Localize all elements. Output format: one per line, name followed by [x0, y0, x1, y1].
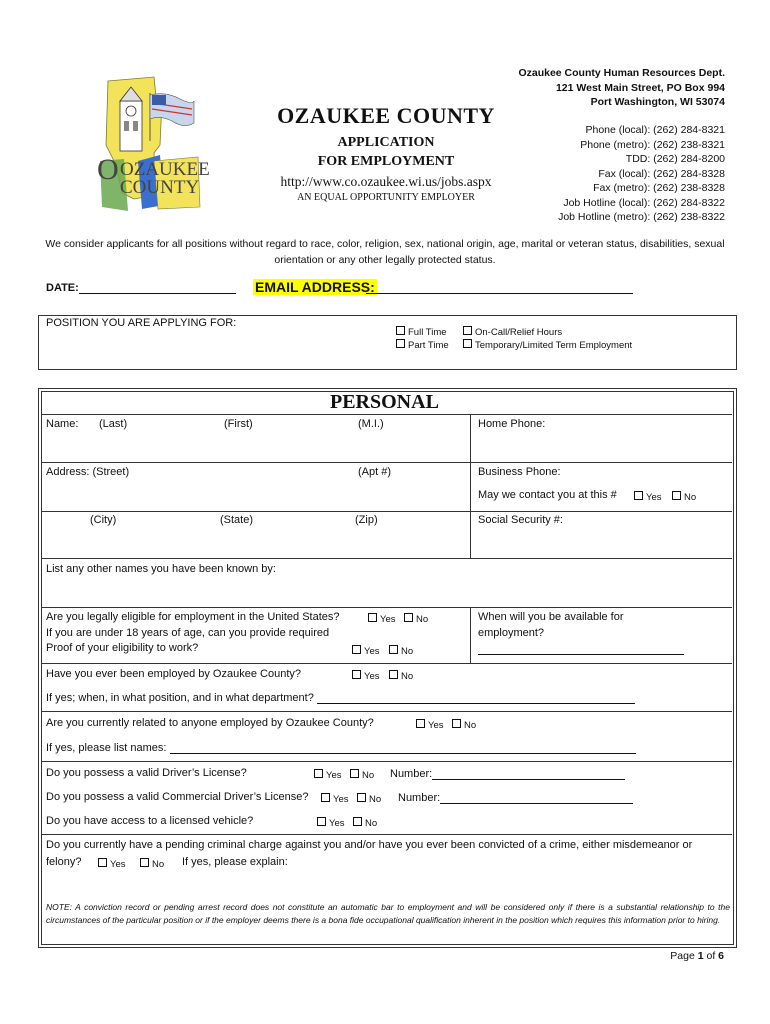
phone-line: Fax (metro): (262) 238-8328 — [593, 182, 725, 194]
last-name-label: (Last) — [99, 418, 128, 430]
street-address-label: Address: (Street) — [46, 466, 130, 478]
hr-dept: Ozaukee County Human Resources Dept. — [518, 67, 725, 79]
checkbox[interactable] — [317, 817, 326, 826]
date-field[interactable] — [46, 281, 236, 294]
date-label: DATE: — [46, 282, 79, 294]
checkbox[interactable] — [140, 858, 149, 867]
vehicle-no[interactable]: No — [353, 817, 377, 830]
related-no[interactable]: No — [452, 719, 476, 732]
conviction-note: NOTE: A conviction record or pending arrest record does not constitute an automatic bar to employment and will be considered only if there is a substantial relationship to the circumstances of the particular position or if the employer deems there is a bona fide occupational qualification inherent in the position which requires this information prior to hiring. — [46, 902, 730, 925]
checkbox[interactable] — [368, 613, 377, 622]
related-names-input-line[interactable] — [170, 741, 636, 754]
checkbox[interactable] — [463, 326, 472, 335]
employment-subtitle: FOR EMPLOYMENT — [317, 154, 455, 169]
drivers-license-no[interactable]: No — [350, 769, 374, 782]
criminal-no[interactable]: No — [140, 858, 164, 871]
divider — [41, 711, 732, 712]
divider — [41, 663, 732, 664]
employment-details-input-line[interactable] — [317, 691, 635, 704]
personal-title: PERSONAL — [330, 391, 439, 413]
column-divider — [470, 607, 471, 663]
position-label: POSITION YOU ARE APPLYING FOR: — [46, 317, 237, 329]
home-phone-label: Home Phone: — [478, 418, 546, 430]
divider — [41, 558, 732, 559]
divider — [41, 607, 732, 608]
phone-line: Phone (metro): (262) 238-8321 — [580, 138, 725, 151]
page-number: Page 1 of 6 — [670, 950, 724, 962]
title-block — [250, 103, 522, 203]
under18-no[interactable]: No — [389, 645, 413, 658]
may-contact-label: May we contact you at this # — [478, 489, 617, 501]
related-yes[interactable]: Yes — [416, 719, 444, 732]
total-pages: 6 — [718, 950, 724, 962]
divider — [41, 414, 732, 415]
hr-city: Port Washington, WI 53074 — [590, 96, 725, 108]
divider — [41, 511, 732, 512]
phone-line: Phone (local): (262) 284-8321 — [585, 124, 725, 136]
name-label: Name: — [46, 418, 79, 430]
checkbox[interactable] — [314, 769, 323, 778]
jobs-url[interactable]: http://www.co.ozaukee.wi.us/jobs.aspx — [280, 174, 492, 189]
current-page: 1 — [697, 950, 704, 962]
drivers-license-question: Do you possess a valid Driver’s License? — [46, 767, 247, 779]
drivers-license-number-label: Number: — [390, 768, 433, 780]
cdl-no[interactable]: No — [357, 793, 381, 806]
phone-line: Job Hotline (metro): (262) 238-8322 — [558, 211, 725, 223]
checkbox[interactable] — [396, 339, 405, 348]
checkbox[interactable] — [672, 491, 681, 500]
date-input-line[interactable] — [79, 281, 236, 294]
under18-question-line2: Proof of your eligibility to work? — [46, 642, 199, 654]
checkbox[interactable] — [463, 339, 472, 348]
related-names-label: If yes, please list names: — [46, 742, 167, 754]
checkbox[interactable] — [352, 670, 361, 679]
criminal-explain-label: If yes, please explain: — [182, 856, 288, 868]
checkbox[interactable] — [98, 858, 107, 867]
checkbox[interactable] — [352, 645, 361, 654]
phone-line: Job Hotline (local): (262) 284-8322 — [563, 196, 725, 209]
availability-label-line1: When will you be available for — [478, 611, 624, 623]
availability-label-line2: employment? — [478, 627, 545, 639]
employed-ozaukee-yes[interactable]: Yes — [352, 670, 380, 683]
state-label: (State) — [220, 514, 254, 526]
column-divider — [470, 414, 471, 558]
employment-details-label: If yes; when, in what position, and in what department? — [46, 692, 314, 704]
checkbox[interactable] — [634, 491, 643, 500]
cdl-number-label: Number: — [398, 792, 441, 804]
employed-ozaukee-no[interactable]: No — [389, 670, 413, 683]
checkbox[interactable] — [404, 613, 413, 622]
ssn-label: Social Security #: — [478, 514, 563, 526]
criminal-yes[interactable]: Yes — [98, 858, 126, 871]
logo-letter-o: O — [97, 153, 119, 186]
nondiscrimination-statement: We consider applicants for all positions without regard to race, color, religion, sex, national origin, age, marital or veteran status, disabilities, sexual orientation or any other legally protected status. — [45, 238, 725, 266]
cdl-number-line[interactable] — [440, 791, 633, 804]
business-phone-label: Business Phone: — [478, 466, 561, 478]
cdl-question: Do you possess a valid Commercial Driver’s License? — [46, 791, 309, 803]
cdl-number-field[interactable] — [398, 791, 633, 804]
phone-list — [558, 123, 725, 225]
checkbox[interactable] — [396, 326, 405, 335]
hr-street: 121 West Main Street, PO Box 994 — [555, 81, 725, 94]
checkbox[interactable] — [350, 769, 359, 778]
apt-label: (Apt #) — [358, 466, 392, 478]
checkbox[interactable] — [452, 719, 461, 728]
hours-type-options — [463, 326, 632, 352]
logo-text-bottom: COUNTY — [120, 177, 200, 198]
full-time-option[interactable]: Full Time — [396, 326, 449, 339]
on-call-option[interactable]: On-Call/Relief Hours — [463, 326, 632, 339]
zip-label: (Zip) — [355, 514, 378, 526]
phone-line: TDD: (262) 284-8200 — [625, 153, 725, 165]
hr-address — [518, 66, 725, 110]
availability-input-line[interactable] — [478, 641, 684, 655]
divider — [41, 834, 732, 835]
checkbox[interactable] — [389, 645, 398, 654]
may-contact-no[interactable]: No — [672, 491, 696, 504]
temporary-option[interactable]: Temporary/Limited Term Employment — [463, 339, 632, 352]
eoe-statement: AN EQUAL OPPORTUNITY EMPLOYER — [297, 192, 475, 203]
email-input-line[interactable] — [366, 279, 633, 294]
criminal-question-line1: Do you currently have a pending criminal charge against you and/or have you ever been convicted of a crime, either misdemeanor or — [46, 839, 693, 851]
under18-question-line1: If you are under 18 years of age, can you provide required — [46, 627, 330, 639]
first-name-label: (First) — [224, 418, 253, 430]
checkbox[interactable] — [321, 793, 330, 802]
drivers-license-yes[interactable]: Yes — [314, 769, 342, 782]
employment-type-options — [396, 326, 449, 352]
drivers-license-number-line[interactable] — [432, 767, 625, 780]
related-names-field[interactable] — [46, 741, 636, 754]
city-label: (City) — [90, 514, 117, 526]
vehicle-yes[interactable]: Yes — [317, 817, 345, 830]
ozaukee-county-logo — [94, 75, 212, 215]
divider — [41, 761, 732, 762]
divider — [41, 462, 732, 463]
other-names-label: List any other names you have been known by: — [46, 563, 276, 575]
checkbox[interactable] — [416, 719, 425, 728]
related-question: Are you currently related to anyone employed by Ozaukee County? — [46, 717, 374, 729]
criminal-question-line2: felony? — [46, 856, 82, 868]
checkbox[interactable] — [357, 793, 366, 802]
logo-text-top: OZAUKEE — [120, 159, 210, 180]
eligible-no[interactable]: No — [404, 613, 428, 626]
checkbox[interactable] — [353, 817, 362, 826]
may-contact-yes[interactable]: Yes — [634, 491, 662, 504]
under18-yes[interactable]: Yes — [352, 645, 380, 658]
middle-initial-label: (M.I.) — [358, 418, 384, 430]
cdl-yes[interactable]: Yes — [321, 793, 349, 806]
employed-ozaukee-question: Have you ever been employed by Ozaukee County? — [46, 668, 301, 680]
employment-details-field[interactable] — [46, 691, 635, 704]
phone-line: Fax (local): (262) 284-8328 — [598, 167, 725, 180]
eligible-question: Are you legally eligible for employment in the United States? — [46, 611, 340, 623]
application-subtitle: APPLICATION — [337, 135, 435, 150]
drivers-license-number-field[interactable] — [390, 767, 625, 780]
part-time-option[interactable]: Part Time — [396, 339, 449, 352]
checkbox[interactable] — [389, 670, 398, 679]
vehicle-question: Do you have access to a licensed vehicle? — [46, 815, 254, 827]
email-label: EMAIL ADDRESS: — [255, 279, 375, 295]
eligible-yes[interactable]: Yes — [368, 613, 396, 626]
county-title: OZAUKEE COUNTY — [277, 103, 495, 128]
